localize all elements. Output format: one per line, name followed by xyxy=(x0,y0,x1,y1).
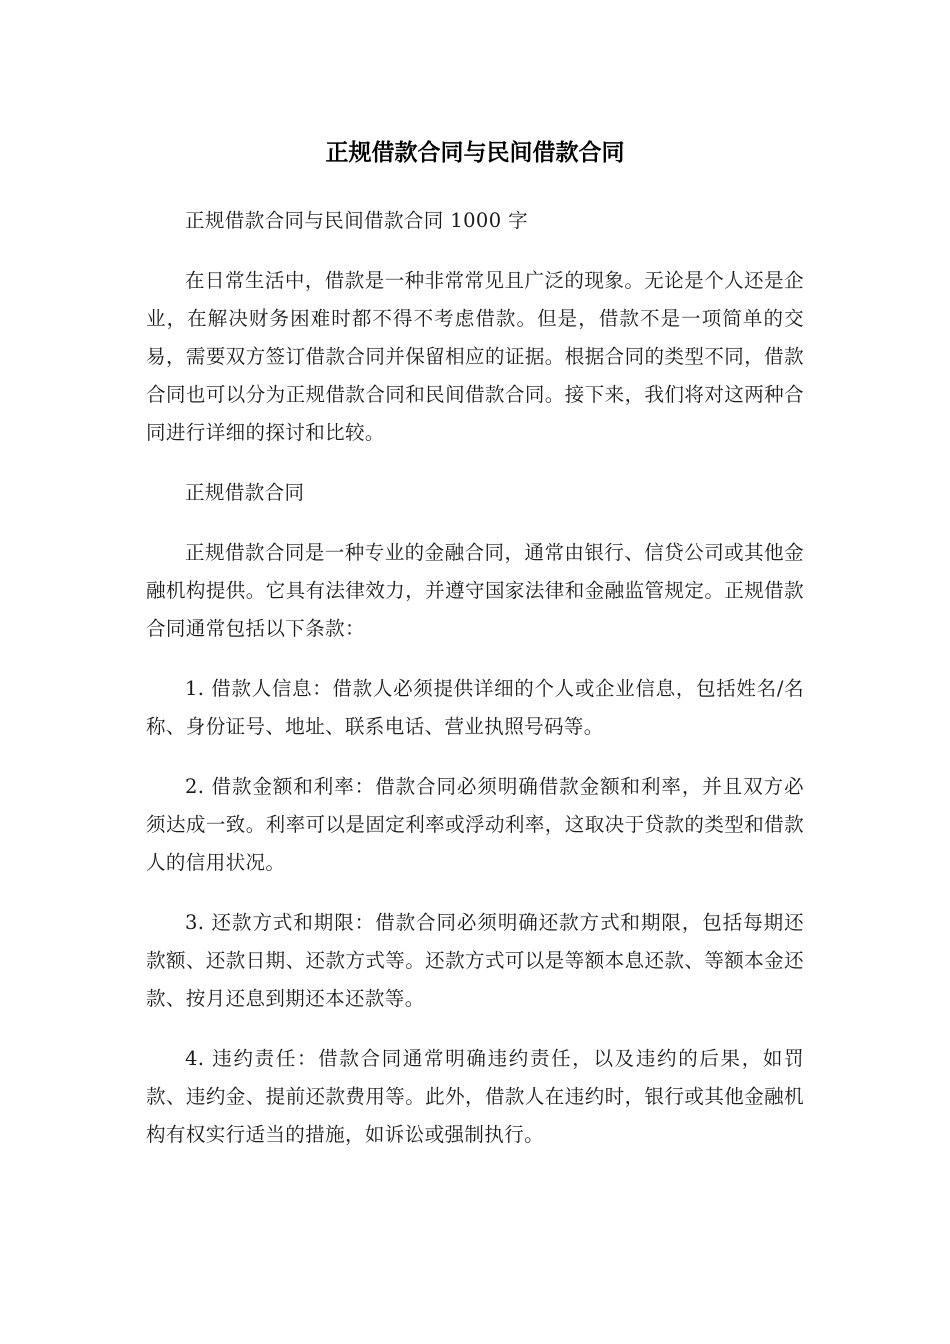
section-heading: 正规借款合同 xyxy=(185,481,305,504)
section-paragraph: 正规借款合同是一种专业的金融合同，通常由银行、信贷公司或其他金融机构提供。它具有法律效力，并遵守国家法律和金融监管规定。正规借款合同通常包括以下条款： xyxy=(146,541,804,640)
list-item-4: 4. 违约责任：借款合同通常明确违约责任，以及违约的后果，如罚款、违约金、提前还款费用等。此外，借款人在违约时，银行或其他金融机构有权实行适当的措施，如诉讼或强制执行。 xyxy=(146,1047,804,1146)
intro-paragraph: 在日常生活中，借款是一种非常常见且广泛的现象。无论是个人还是企业，在解决财务困难时都不得不考虑借款。但是，借款不是一项简单的交易，需要双方签订借款合同并保留相应的证据。根据合同的类型不同，借款合同也可以分为正规借款合同和民间借款合同。接下来，我们将对这两种合同进行详细的探讨和比较。 xyxy=(146,269,804,444)
list-item-1: 1. 借款人信息：借款人必须提供详细的个人或企业信息，包括姓名/名称、身份证号、地址、联系电话、营业执照号码等。 xyxy=(146,677,804,738)
subtitle-paragraph: 正规借款合同与民间借款合同 1000 字 xyxy=(185,209,529,232)
list-item-2: 2. 借款金额和利率：借款合同必须明确借款金额和利率，并且双方必须达成一致。利率可以是固定利率或浮动利率，这取决于贷款的类型和借款人的信用状况。 xyxy=(146,775,804,874)
document-title: 正规借款合同与民间借款合同 xyxy=(325,140,625,166)
document-body xyxy=(146,202,804,1176)
list-item-3: 3. 还款方式和期限：借款合同必须明确还款方式和期限，包括每期还款额、还款日期、还款方式等。还款方式可以是等额本息还款、等额本金还款、按月还息到期还本还款等。 xyxy=(146,911,804,1010)
